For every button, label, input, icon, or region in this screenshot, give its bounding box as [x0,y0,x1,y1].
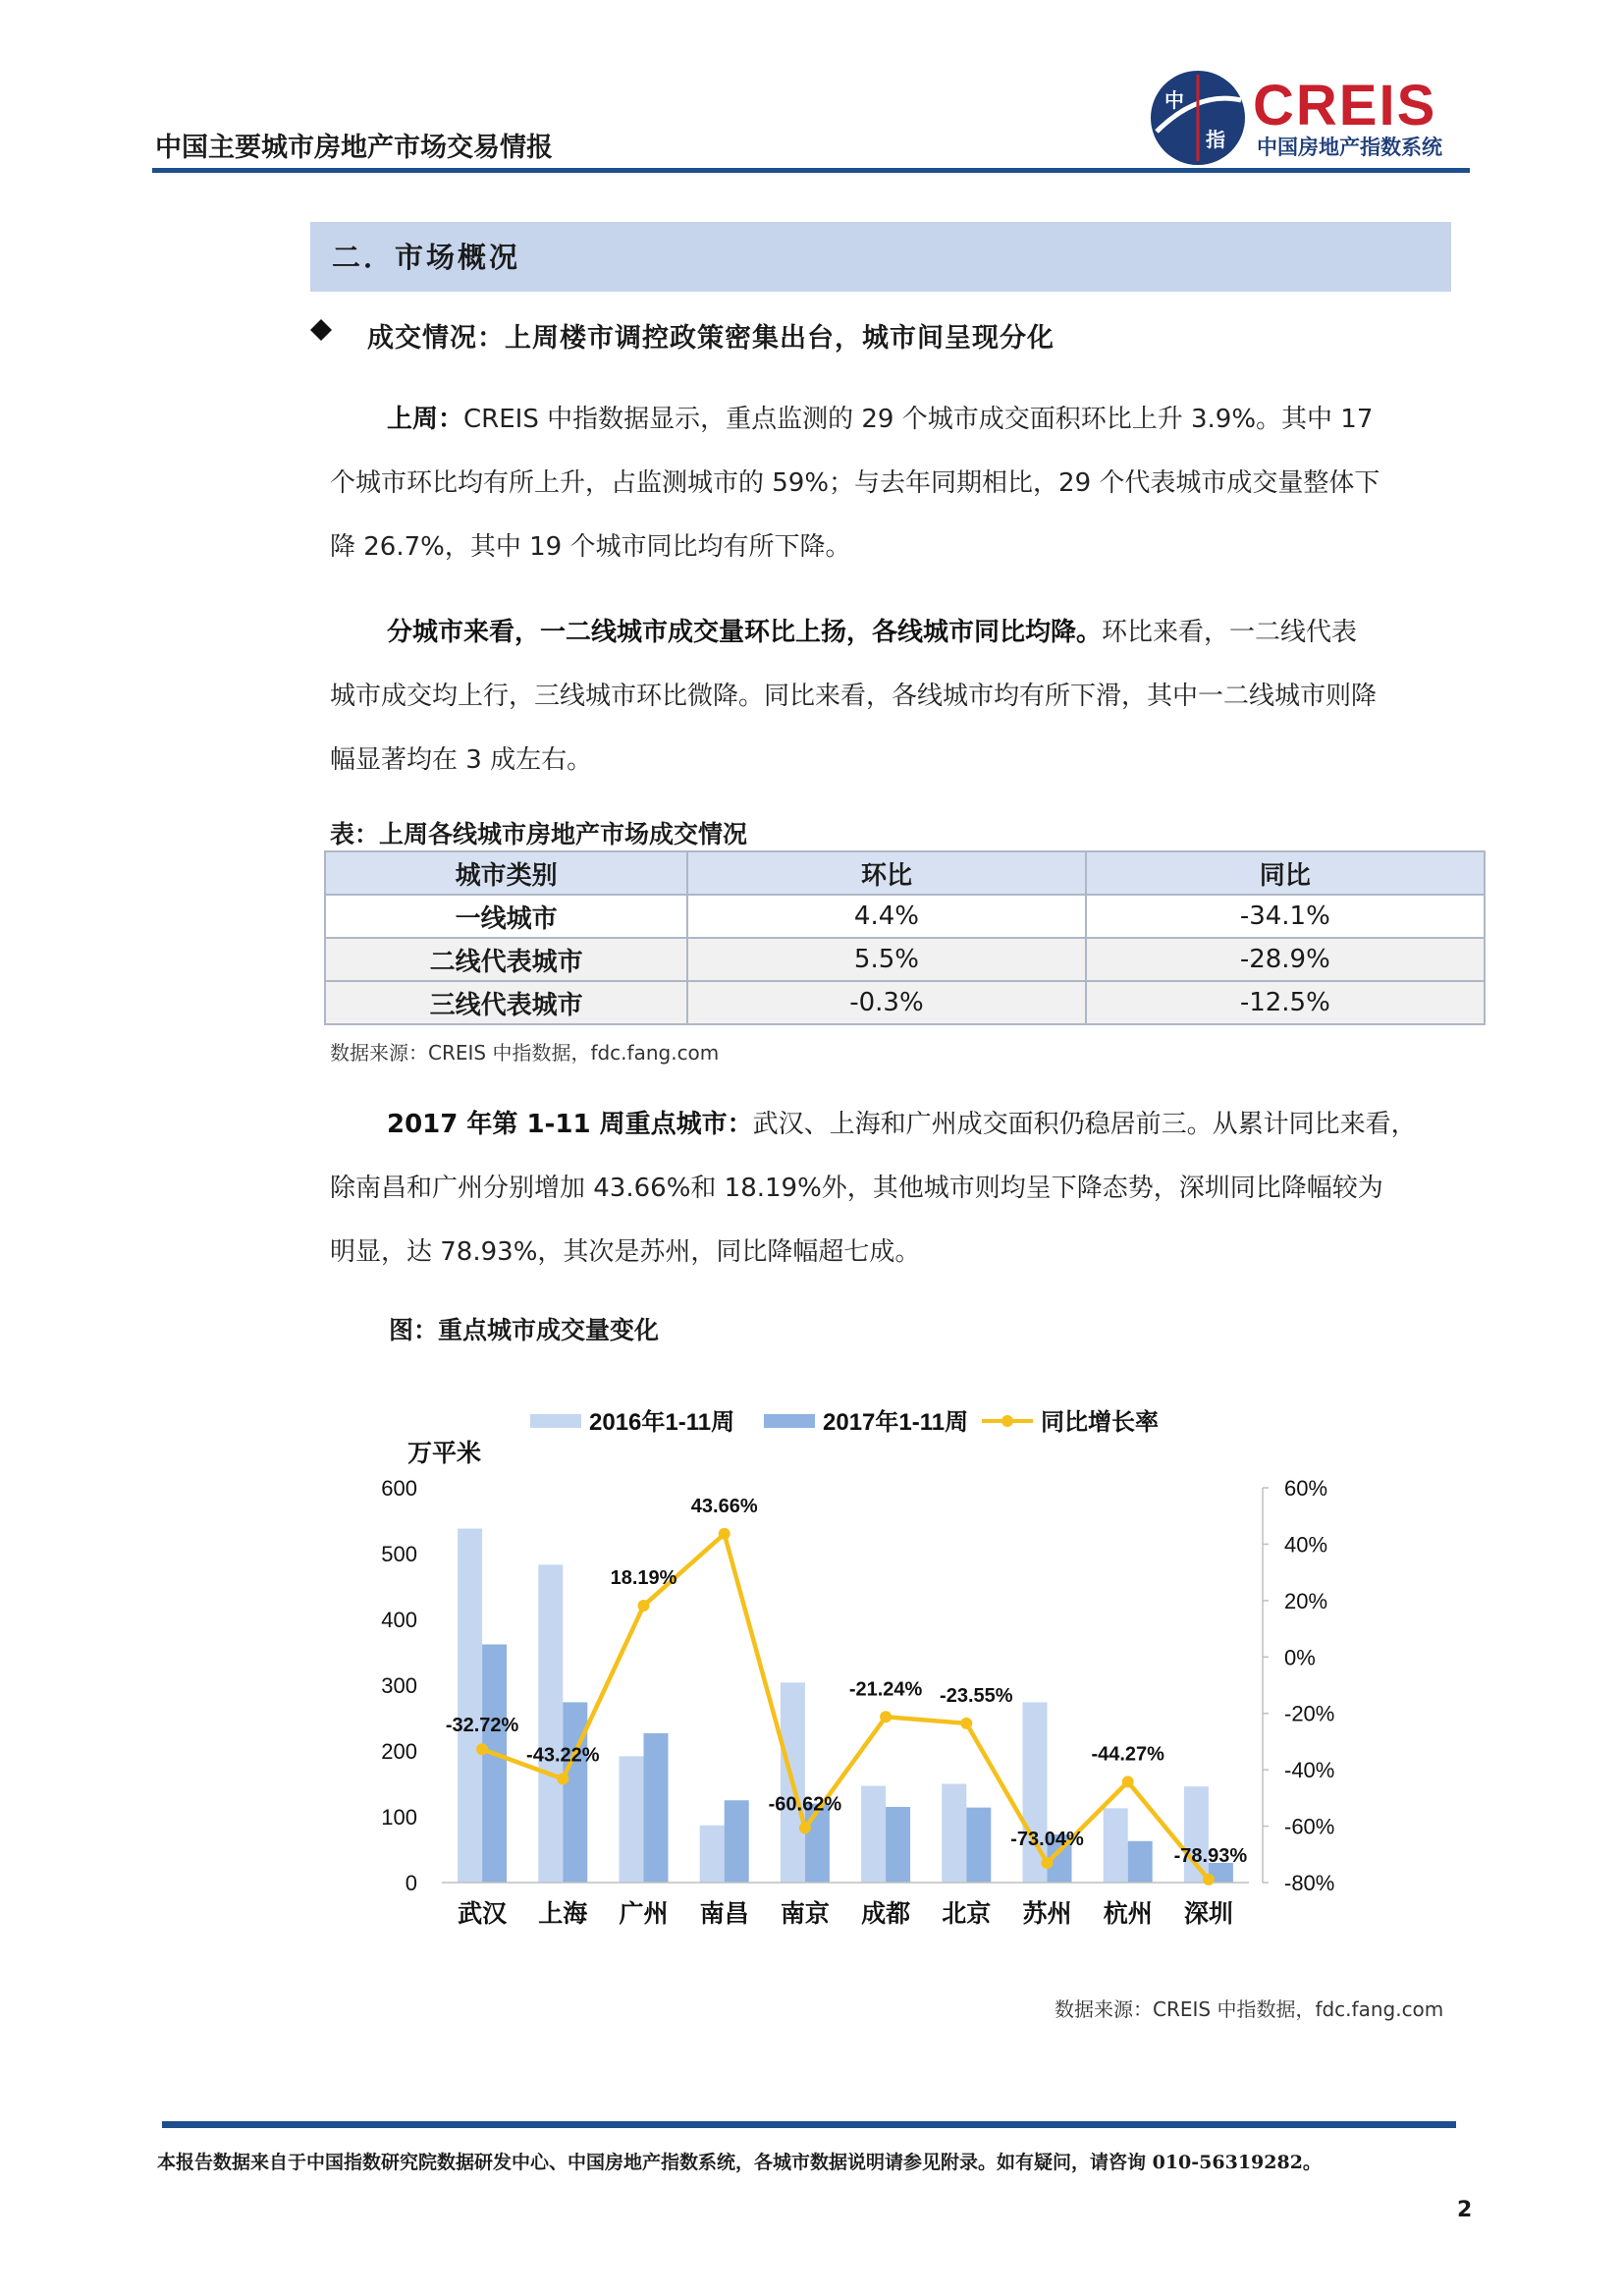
y-tick-label: 0 [405,1871,417,1895]
paragraph-line: 幅显著均在 3 成左右。 [330,745,593,775]
x-category-label: 广州 [619,1899,669,1928]
growth-rate-point [476,1743,488,1755]
logo-char-2: 指 [1206,128,1225,151]
legend-marker [1001,1415,1013,1427]
y-tick-label: 100 [381,1805,417,1830]
table-cell: 三线代表城市 [325,981,687,1024]
bar-2017 [644,1733,669,1883]
data-label: -43.22% [526,1744,600,1767]
growth-rate-point [960,1718,972,1729]
growth-rate-point [1203,1874,1215,1886]
paragraph-weekly-summary [330,388,1469,579]
y2-tick-label: -20% [1284,1701,1335,1726]
x-category-label: 上海 [538,1899,588,1928]
x-category-label: 苏州 [1022,1899,1072,1928]
paragraph-line: CREIS 中指数据显示，重点监测的 29 个城市成交面积环比上升 3.9%。其中 17 [463,405,1374,434]
table-cell: 一线城市 [325,895,687,938]
y2-tick-label: 20% [1284,1588,1328,1613]
y2-tick-label: 0% [1284,1645,1316,1670]
table-cell: -0.3% [687,981,1085,1024]
paragraph-line: 环比来看，一二线代表 [1102,618,1358,647]
paragraph-lead: 2017 年第 1-11 周重点城市： [387,1110,753,1139]
chart-title: 图：重点城市成交量变化 [389,1316,660,1344]
x-category-label: 北京 [942,1899,992,1928]
bar-2016 [700,1826,725,1883]
data-label: -60.62% [768,1793,842,1816]
y-tick-label: 200 [381,1739,417,1764]
paragraph-key-cities [330,1093,1469,1285]
city-volume-chart [353,1394,1335,1944]
x-category-label: 杭州 [1103,1899,1153,1928]
bar-2016 [1184,1786,1209,1883]
footer-rule [162,2121,1456,2128]
chart-source: 数据来源：CREIS 中指数据，fdc.fang.com [1055,1997,1444,2021]
data-label: -44.27% [1091,1743,1164,1766]
x-category-label: 成都 [861,1899,911,1928]
bar-2017 [805,1804,830,1883]
column-header: 城市类别 [325,851,687,895]
diamond-bullet-icon [310,319,332,341]
y-tick-label: 300 [381,1673,417,1698]
y-tick-label: 500 [381,1542,417,1566]
bar-2017 [482,1644,507,1883]
logo-emblem [1151,71,1245,165]
table-cell: -12.5% [1086,981,1485,1024]
x-category-label: 南昌 [699,1899,749,1928]
growth-rate-point [1122,1776,1134,1787]
column-header: 同比 [1086,851,1485,895]
header-rule [152,168,1470,173]
y-tick-label: 400 [381,1608,417,1632]
table-cell: 4.4% [687,895,1085,938]
data-label: 43.66% [690,1495,758,1517]
growth-rate-point [638,1600,650,1612]
table-source: 数据来源：CREIS 中指数据，fdc.fang.com [330,1041,720,1065]
paragraph-lead: 上周： [387,405,464,434]
table-cell: 二线代表城市 [325,938,687,981]
x-category-label: 深圳 [1183,1899,1233,1928]
logo-char-1: 中 [1164,88,1184,112]
table-cell: -28.9% [1086,938,1485,981]
table-row [325,938,1485,981]
bar-2017 [1128,1841,1153,1883]
growth-rate-point [1042,1857,1054,1869]
page-number: 2 [1457,2198,1473,2222]
legend-swatch [764,1414,815,1428]
paragraph-lead: 分城市来看，一二线城市成交量环比上扬，各线城市同比均降。 [387,618,1103,647]
paragraph-line: 降 26.7%，其中 19 个城市同比均有所下降。 [330,532,851,562]
table-row [325,981,1485,1024]
legend-label: 同比增长率 [1041,1409,1159,1436]
footer-note: 本报告数据来自于中国指数研究院数据研发中心、中国房地产指数系统，各城市数据说明请参见附录。如有疑问，请咨询 010-56319282。 [157,2152,1322,2173]
bar-2017 [886,1807,910,1883]
table-caption: 表：上周各线城市房地产市场成交情况 [330,820,748,848]
legend-swatch [530,1414,581,1428]
y-axis-label: 万平米 [407,1440,482,1467]
column-header: 环比 [687,851,1085,895]
bar-2017 [725,1800,749,1883]
data-label: -32.72% [445,1715,519,1737]
table-cell: 5.5% [687,938,1085,981]
y-tick-label: 600 [381,1476,417,1501]
bar-2016 [620,1756,644,1883]
legend-label: 2017年1-11周 [823,1409,969,1436]
growth-rate-point [719,1528,730,1540]
y2-tick-label: -40% [1284,1758,1335,1783]
paragraph-line: 城市成交均上行，三线城市环比微降。同比来看，各线城市均有所下滑，其中一二线城市则降 [330,682,1378,711]
data-label: -21.24% [848,1678,923,1701]
data-label: 18.19% [610,1567,677,1590]
paragraph-line: 除南昌和广州分别增加 43.66%和 18.19%外，其他城市则均呈下降态势，深圳同比降幅较为 [330,1174,1383,1203]
bar-2016 [538,1564,563,1883]
growth-rate-point [880,1711,892,1722]
paragraph-line: 个城市环比均有所上升，占监测城市的 59%；与去年同期相比，29 个代表城市成交量整体下 [330,468,1380,498]
data-label: -73.04% [1010,1829,1084,1851]
x-category-label: 武汉 [458,1899,508,1928]
data-label: -78.93% [1173,1844,1248,1867]
section-heading: 成交情况：上周楼市调控政策密集出台，城市间呈现分化 [367,323,1055,354]
report-title: 中国主要城市房地产市场交易情报 [155,133,553,163]
creis-logo [1151,71,1475,167]
paragraph-city-tiers [330,601,1469,793]
legend-label: 2016年1-11周 [589,1409,735,1436]
growth-rate-point [557,1773,568,1784]
data-label: -23.55% [940,1684,1013,1707]
growth-rate-line [482,1534,1209,1880]
logo-brand: CREIS [1253,74,1437,137]
table-row [325,895,1485,938]
y2-tick-label: 60% [1284,1476,1328,1501]
bar-2017 [966,1808,991,1883]
table-cell: -34.1% [1086,895,1485,938]
paragraph-line: 武汉、上海和广州成交面积仍稳居前三。从累计同比来看， [752,1110,1417,1139]
paragraph-line: 明显，达 78.93%，其次是苏州，同比降幅超七成。 [330,1237,921,1267]
bar-2016 [458,1529,482,1883]
city-tier-table [324,850,1486,1025]
x-category-label: 南京 [780,1899,830,1928]
y2-tick-label: -80% [1284,1871,1335,1895]
y2-tick-label: -60% [1284,1814,1335,1839]
y2-tick-label: 40% [1284,1532,1328,1558]
table-header-row [325,851,1485,895]
bar-2016 [861,1786,886,1883]
section-title: 二．市场概况 [332,241,521,274]
logo-subtitle: 中国房地产指数系统 [1257,136,1442,159]
bar-2016 [1104,1808,1128,1883]
growth-rate-point [799,1822,811,1833]
bar-2016 [942,1784,966,1884]
